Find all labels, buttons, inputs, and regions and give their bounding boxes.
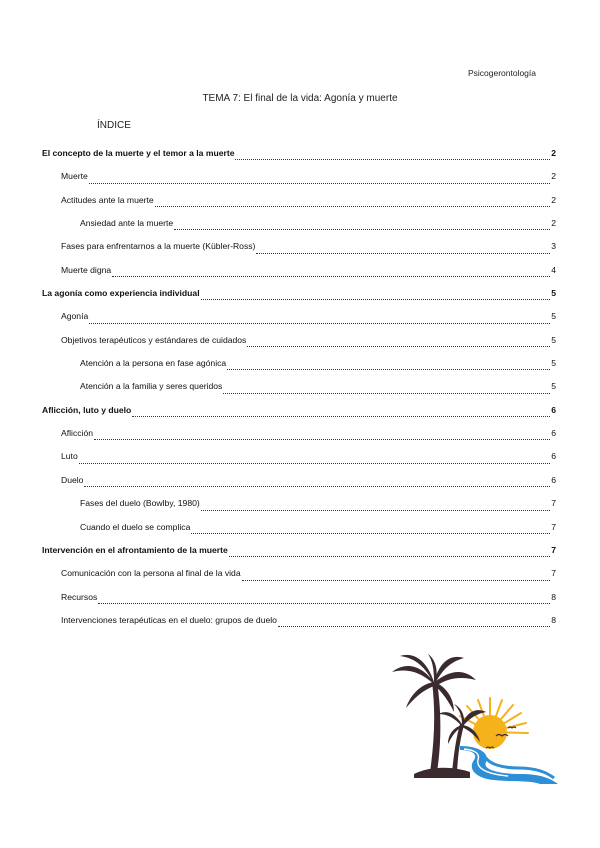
- toc-entry-title: La agonía como experiencia individual: [42, 288, 200, 299]
- toc-dot-leader: [247, 345, 550, 347]
- toc-entry-page-number: 6: [551, 474, 556, 485]
- toc-entry-page-number: 5: [551, 288, 556, 299]
- toc-dot-leader: [191, 532, 550, 534]
- toc-entry-page-number: 2: [551, 148, 556, 158]
- document-title: TEMA 7: El final de la vida: Agonía y muerte: [202, 93, 398, 104]
- toc-entry-title: Fases para enfrentarnos a la muerte (Kübler-Ross): [61, 241, 256, 252]
- toc-dot-leader: [227, 368, 550, 370]
- toc-dot-leader: [201, 509, 550, 511]
- toc-entry[interactable]: [42, 473, 556, 496]
- toc-entry-title: Duelo: [61, 474, 84, 485]
- toc-entry-page-number: 8: [551, 614, 556, 625]
- toc-entry-page-number: 2: [551, 218, 556, 229]
- toc-entry-page-number: 5: [551, 358, 556, 369]
- toc-entry-title: Muerte digna: [61, 264, 112, 275]
- toc-entry-title: Intervención en el afrontamiento de la muerte: [42, 544, 228, 555]
- toc-entry[interactable]: [42, 309, 556, 332]
- toc-entry[interactable]: [42, 193, 556, 216]
- toc-dot-leader: [174, 228, 550, 230]
- toc-entry-page-number: 7: [551, 544, 556, 555]
- toc-entry-title: Luto: [61, 451, 78, 462]
- toc-dot-leader: [89, 182, 550, 184]
- toc-entry-page-number: 4: [551, 264, 556, 275]
- toc-entry[interactable]: [42, 333, 556, 356]
- toc-entry-title: Fases del duelo (Bowlby, 1980): [80, 498, 200, 509]
- toc-entry-title: Objetivos terapéuticos y estándares de cuidados: [61, 334, 247, 345]
- toc-entry[interactable]: [42, 590, 556, 613]
- toc-entry-page-number: 2: [551, 194, 556, 205]
- toc-dot-leader: [112, 275, 550, 277]
- toc-entry-page-number: 7: [551, 521, 556, 532]
- toc-entry-page-number: 6: [551, 428, 556, 439]
- toc-entry[interactable]: [42, 356, 556, 379]
- toc-entry-title: Muerte: [61, 171, 88, 182]
- toc-entry[interactable]: [42, 169, 556, 192]
- toc-dot-leader: [278, 625, 550, 627]
- toc-entry[interactable]: [42, 543, 556, 566]
- toc-dot-leader: [132, 415, 550, 417]
- toc-entry-page-number: 5: [551, 334, 556, 345]
- toc-dot-leader: [235, 158, 550, 160]
- index-heading: ÍNDICE: [97, 120, 131, 131]
- table-of-contents: [42, 146, 556, 636]
- toc-entry-title: El concepto de la muerte y el temor a la muerte: [42, 148, 235, 158]
- toc-entry[interactable]: [42, 263, 556, 286]
- toc-entry-page-number: 7: [551, 498, 556, 509]
- toc-entry-title: Comunicación con la persona al final de la vida: [61, 568, 241, 579]
- toc-entry-title: Atención a la familia y seres queridos: [80, 381, 223, 392]
- toc-dot-leader: [98, 602, 550, 604]
- toc-dot-leader: [155, 205, 551, 207]
- toc-entry-title: Ansiedad ante la muerte: [80, 218, 174, 229]
- toc-dot-leader: [79, 462, 550, 464]
- toc-dot-leader: [223, 392, 550, 394]
- toc-entry[interactable]: [42, 239, 556, 262]
- header-subject: Psicogerontología: [467, 68, 536, 78]
- toc-dot-leader: [89, 322, 550, 324]
- toc-dot-leader: [256, 252, 550, 254]
- toc-entry-title: Recursos: [61, 591, 98, 602]
- toc-entry[interactable]: [42, 566, 556, 589]
- toc-dot-leader: [242, 579, 551, 581]
- toc-entry-title: Agonía: [61, 311, 89, 322]
- toc-entry[interactable]: [42, 286, 556, 309]
- toc-entry[interactable]: [42, 379, 556, 402]
- toc-dot-leader: [94, 438, 550, 440]
- toc-entry-page-number: 7: [551, 568, 556, 579]
- toc-entry-title: Atención a la persona en fase agónica: [80, 358, 227, 369]
- toc-entry[interactable]: [42, 146, 556, 169]
- toc-entry-page-number: 3: [551, 241, 556, 252]
- toc-entry-title: Actitudes ante la muerte: [61, 194, 154, 205]
- toc-entry-title: Cuando el duelo se complica: [80, 521, 191, 532]
- toc-dot-leader: [201, 298, 551, 300]
- toc-entry-title: Aflicción, luto y duelo: [42, 404, 132, 415]
- toc-entry-page-number: 2: [551, 171, 556, 182]
- toc-entry[interactable]: [42, 216, 556, 239]
- toc-entry[interactable]: [42, 449, 556, 472]
- toc-entry-page-number: 6: [551, 404, 556, 415]
- toc-entry-page-number: 8: [551, 591, 556, 602]
- toc-entry[interactable]: [42, 403, 556, 426]
- toc-entry[interactable]: [42, 520, 556, 543]
- toc-entry[interactable]: [42, 613, 556, 636]
- toc-dot-leader: [84, 485, 550, 487]
- toc-entry-page-number: 5: [551, 381, 556, 392]
- toc-entry-title: Intervenciones terapéuticas en el duelo: grupos de duelo: [61, 614, 277, 625]
- toc-entry[interactable]: [42, 496, 556, 519]
- toc-entry-title: Aflicción: [61, 428, 93, 439]
- toc-entry-page-number: 5: [551, 311, 556, 322]
- toc-entry[interactable]: [42, 426, 556, 449]
- toc-entry-page-number: 6: [551, 451, 556, 462]
- toc-dot-leader: [229, 555, 550, 557]
- palm-tree-sunset-river-icon: [390, 654, 560, 784]
